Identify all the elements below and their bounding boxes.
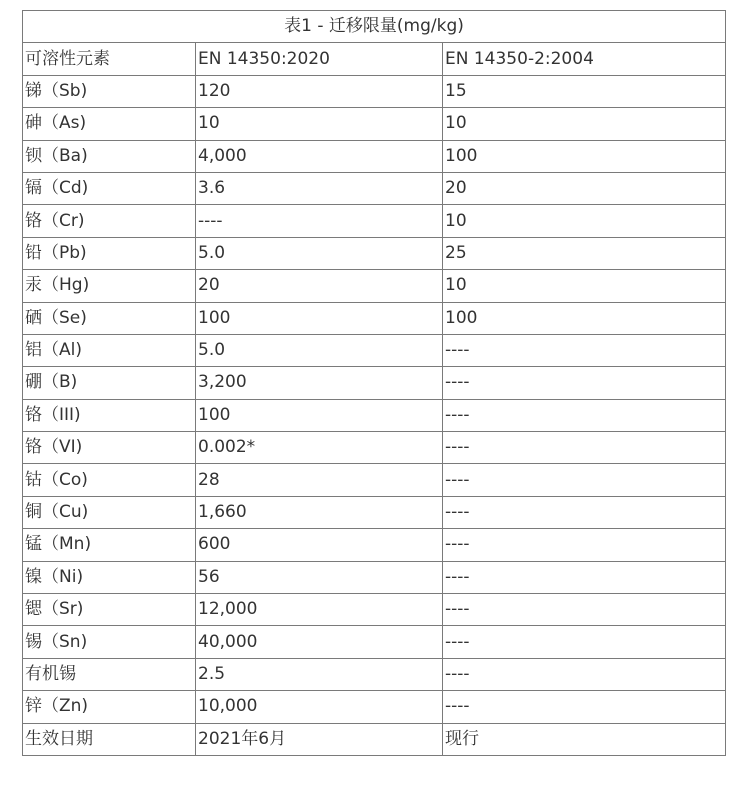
cell-element: 钴（Co)	[23, 464, 196, 496]
cell-en-14350-2-2004: ----	[443, 334, 726, 366]
cell-element: 镍（Ni)	[23, 561, 196, 593]
cell-element: 铝（Al)	[23, 334, 196, 366]
cell-en-14350-2020: ----	[196, 205, 443, 237]
table-row	[23, 237, 726, 269]
cell-en-14350-2020: 100	[196, 302, 443, 334]
cell-element: 铬（Cr)	[23, 205, 196, 237]
cell-en-14350-2020: 600	[196, 529, 443, 561]
cell-en-14350-2020: 10,000	[196, 691, 443, 723]
table-row	[23, 270, 726, 302]
cell-en-14350-2020: 10	[196, 108, 443, 140]
table-row	[23, 464, 726, 496]
cell-en-14350-2-2004: ----	[443, 399, 726, 431]
table-row	[23, 75, 726, 107]
table-row	[23, 172, 726, 204]
table-row	[23, 367, 726, 399]
cell-en-14350-2020: 5.0	[196, 334, 443, 366]
table-row	[23, 496, 726, 528]
cell-en-14350-2-2004: 20	[443, 172, 726, 204]
table-row	[23, 334, 726, 366]
migration-limits-table	[22, 10, 726, 756]
table-row	[23, 432, 726, 464]
cell-en-14350-2020: 4,000	[196, 140, 443, 172]
cell-element: 锑（Sb)	[23, 75, 196, 107]
cell-element: 锰（Mn)	[23, 529, 196, 561]
cell-en-14350-2020: 28	[196, 464, 443, 496]
cell-en-14350-2020: 56	[196, 561, 443, 593]
cell-element: 砷（As)	[23, 108, 196, 140]
cell-en-14350-2-2004: ----	[443, 594, 726, 626]
cell-en-14350-2020: 120	[196, 75, 443, 107]
table-row	[23, 561, 726, 593]
cell-en-14350-2-2004: 10	[443, 108, 726, 140]
cell-en-14350-2-2004: ----	[443, 626, 726, 658]
cell-en-14350-2020: 40,000	[196, 626, 443, 658]
table-row	[23, 302, 726, 334]
cell-en-14350-2-2004: 25	[443, 237, 726, 269]
cell-element: 钡（Ba)	[23, 140, 196, 172]
cell-en-14350-2-2004: 现行	[443, 723, 726, 755]
cell-element: 锌（Zn)	[23, 691, 196, 723]
table-row	[23, 658, 726, 690]
table-container	[22, 10, 726, 756]
cell-en-14350-2020: 1,660	[196, 496, 443, 528]
cell-en-14350-2020: 2021年6月	[196, 723, 443, 755]
table-row	[23, 723, 726, 755]
table-row	[23, 626, 726, 658]
cell-element: 铅（Pb)	[23, 237, 196, 269]
cell-en-14350-2-2004: ----	[443, 432, 726, 464]
cell-en-14350-2-2004: ----	[443, 464, 726, 496]
cell-element: 生效日期	[23, 723, 196, 755]
cell-en-14350-2-2004: ----	[443, 496, 726, 528]
cell-en-14350-2-2004: 100	[443, 302, 726, 334]
table-row	[23, 205, 726, 237]
table-body	[23, 11, 726, 756]
cell-element: 锡（Sn)	[23, 626, 196, 658]
table-row	[23, 594, 726, 626]
header-en-14350-2020: EN 14350:2020	[196, 43, 443, 75]
cell-en-14350-2020: 3,200	[196, 367, 443, 399]
cell-element: 铜（Cu)	[23, 496, 196, 528]
cell-element: 硼（B)	[23, 367, 196, 399]
cell-en-14350-2-2004: ----	[443, 658, 726, 690]
cell-element: 有机锡	[23, 658, 196, 690]
cell-en-14350-2-2004: 15	[443, 75, 726, 107]
header-en-14350-2-2004: EN 14350-2:2004	[443, 43, 726, 75]
cell-element: 硒（Se)	[23, 302, 196, 334]
cell-en-14350-2-2004: ----	[443, 367, 726, 399]
table-row	[23, 529, 726, 561]
cell-en-14350-2020: 5.0	[196, 237, 443, 269]
cell-en-14350-2020: 2.5	[196, 658, 443, 690]
cell-en-14350-2020: 12,000	[196, 594, 443, 626]
cell-en-14350-2-2004: 100	[443, 140, 726, 172]
table-title: 表1 - 迁移限量(mg/kg)	[23, 11, 726, 43]
cell-en-14350-2-2004: ----	[443, 561, 726, 593]
cell-en-14350-2-2004: ----	[443, 529, 726, 561]
table-row	[23, 691, 726, 723]
cell-element: 铬（VI)	[23, 432, 196, 464]
table-row	[23, 108, 726, 140]
cell-element: 汞（Hg)	[23, 270, 196, 302]
table-title-row	[23, 11, 726, 43]
cell-en-14350-2020: 20	[196, 270, 443, 302]
cell-en-14350-2020: 3.6	[196, 172, 443, 204]
cell-en-14350-2-2004: 10	[443, 205, 726, 237]
header-element: 可溶性元素	[23, 43, 196, 75]
table-row	[23, 399, 726, 431]
table-row	[23, 140, 726, 172]
cell-element: 锶（Sr)	[23, 594, 196, 626]
table-header-row	[23, 43, 726, 75]
cell-en-14350-2-2004: ----	[443, 691, 726, 723]
cell-en-14350-2-2004: 10	[443, 270, 726, 302]
cell-en-14350-2020: 0.002*	[196, 432, 443, 464]
cell-element: 镉（Cd)	[23, 172, 196, 204]
cell-en-14350-2020: 100	[196, 399, 443, 431]
cell-element: 铬（III)	[23, 399, 196, 431]
